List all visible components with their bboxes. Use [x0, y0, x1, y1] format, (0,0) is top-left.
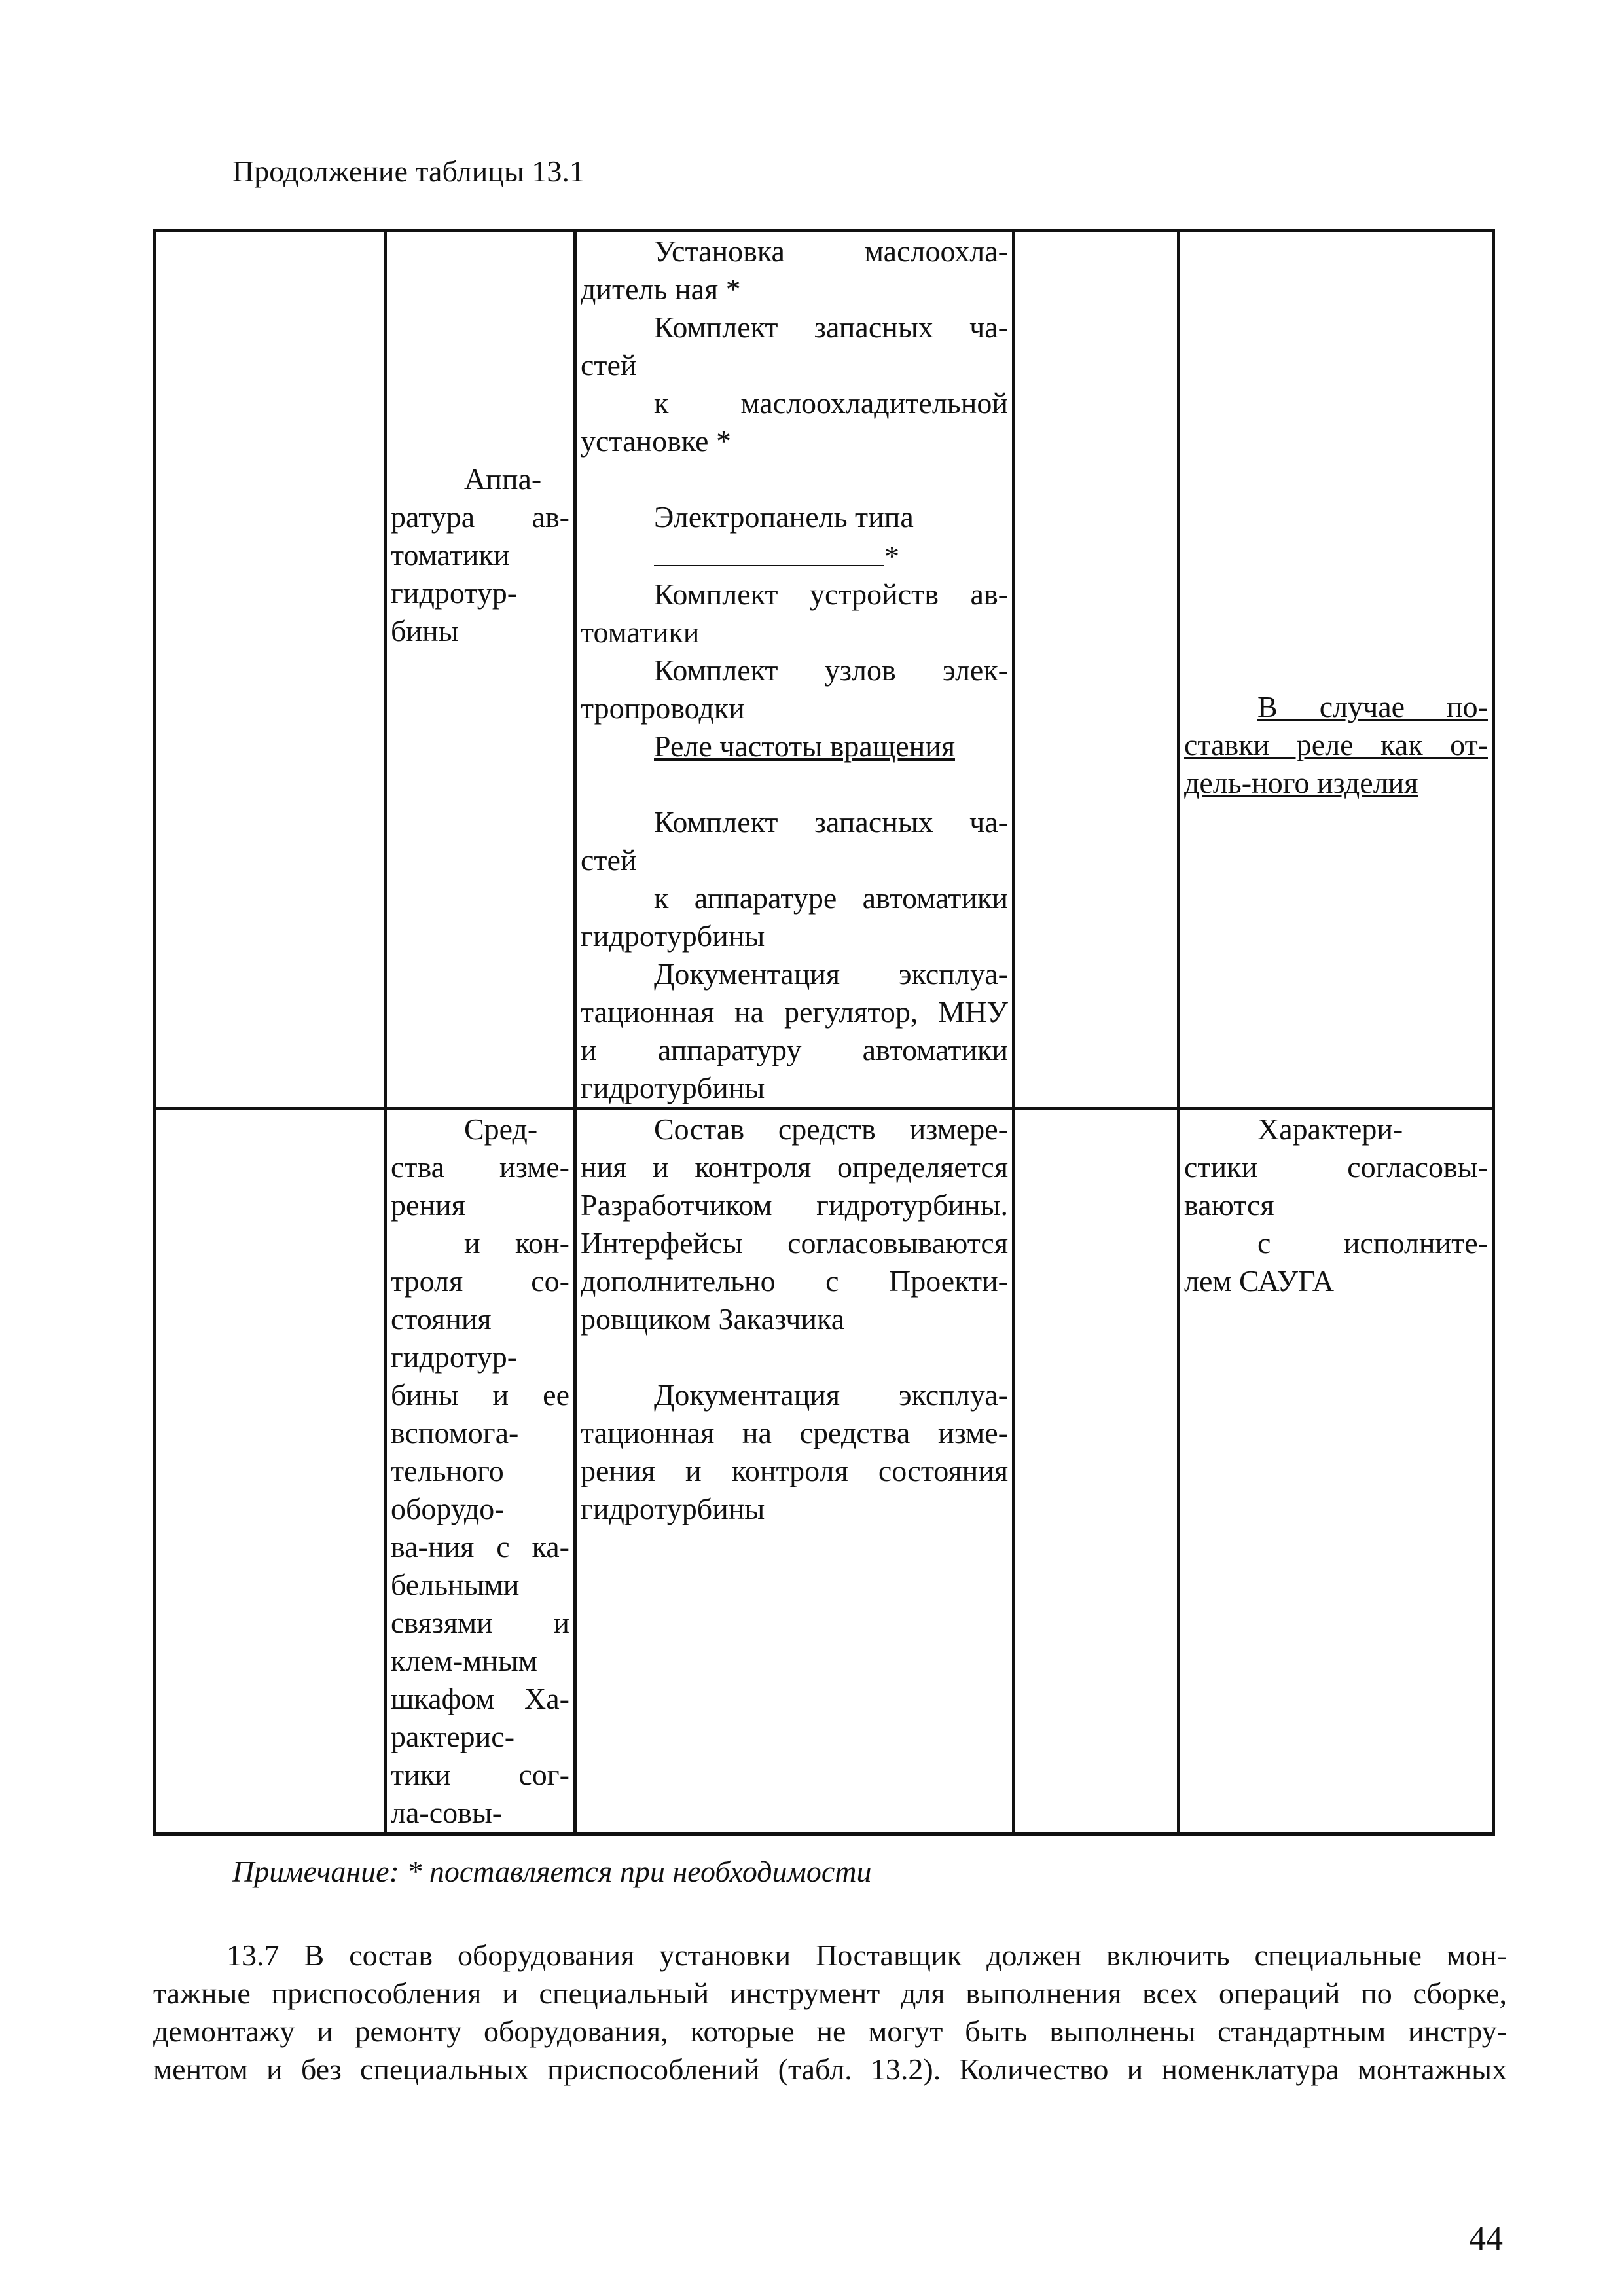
- cell-composition: Состав средств измере- ния и контроля определяется Разработчиком гидротурбины. Интерфейсы согласовываются дополнительно с Проекти- ровщиком Заказчика Документация эксплуа- тационная на средства изме- рения и контроля состояния гидротурбины: [575, 1109, 1014, 1834]
- cell-remarks: В случае по- ставки реле как от- дель-ного изделия: [1179, 231, 1494, 1109]
- page-number: 44: [1469, 2220, 1503, 2257]
- cell-empty: [1014, 231, 1179, 1109]
- cell-equipment-name: Аппа- ратура ав- томатики гидротур- бины: [386, 231, 575, 1109]
- equipment-table: [153, 229, 1495, 1836]
- cell-empty: [1014, 1109, 1179, 1834]
- table-row: [155, 231, 1494, 1109]
- table-caption: Продолжение таблицы 13.1: [232, 155, 585, 188]
- blank-fill-line: [654, 536, 884, 566]
- cell-empty: [155, 231, 386, 1109]
- cell-composition: Установка маслоохла- дитель ная * Комплект запасных ча- стей к маслоохладительной установке * Электропанель типа * Комплект устройств ав- томатики Комплект узлов элек- тропроводки Реле частоты вращения Комплект запасных ча- стей к аппаратуре автоматики гидротурбины Документация эксплуа- тационная на регулятор, МНУ и аппаратуру автоматики гидротурбины: [575, 231, 1014, 1109]
- cell-remarks: Характери- стики согласовы- ваются с исполните- лем САУГА: [1179, 1109, 1494, 1834]
- paragraph-13-7: 13.7 В состав оборудования установки Поставщик должен включить специальные мон- тажные приспособления и специальный инструмент для выполнения всех операций по сборке, демонтажу и ремонту оборудования, которые не могут быть выполнены стандартным инстру- ментом и без специальных приспособлений (табл. 13.2). Количество и номенклатура монтажных: [153, 1939, 1507, 2086]
- table-row: [155, 1109, 1494, 1834]
- cell-equipment-name: Сред- ства изме- рения и кон- троля со- стояния гидротур- бины и ее вспомога- тельного оборудо- ва-ния с ка- бельными связями и клем-мным шкафом Ха- рактерис- тики сог- ла-совы-: [386, 1109, 575, 1834]
- table-note: Примечание: * поставляется при необходимости: [232, 1855, 872, 1888]
- cell-empty: [155, 1109, 386, 1834]
